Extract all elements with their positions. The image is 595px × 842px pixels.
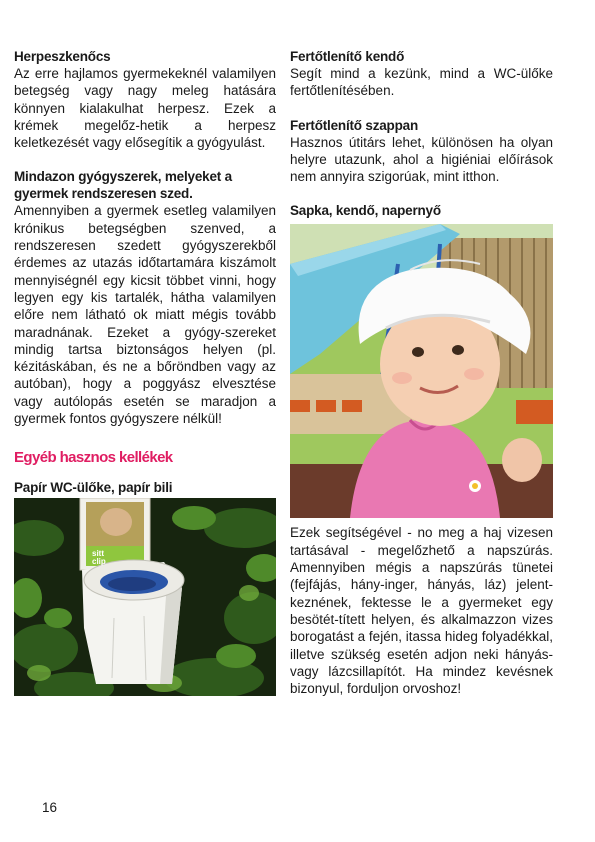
page-number: 16 bbox=[42, 800, 58, 815]
soap-heading: Fertőtlenítő szappan bbox=[290, 117, 419, 133]
wipe-heading: Fertőtlenítő kendő bbox=[290, 49, 405, 64]
herpes-text: Az erre hajlamos gyermekeknél valamilyen betegség vagy nagy meleg hatására könnyen kialakulhat herpesz. Ezek a krémek megelőz-hetik a herpesz keletkezését vagy elősegítik a gyógyulást. bbox=[14, 66, 276, 151]
paper-potty-photo bbox=[14, 498, 276, 696]
medicines-heading: Mindazon gyógyszerek, melyeket a gyermek rendszeresen szed. bbox=[14, 169, 232, 202]
medicines-text: Amennyiben a gyermek esetleg valamilyen krónikus betegségben szenved, a rendszeresen szedett gyógyszerekből érdemes az utazás időtartamára kiszámolt mennyiségnél egy kicsit többet vinni, hogy legyen egy kis tartalék, hátha valamilyen előre nem látható ok miatt mégis tovább maradnának. Ezeket a gyógy-szereket mindig tartsa biztonságos helyen (pl. kézitáskában, és ne a bőröndben vagy az autóban), hogy a poggyász elvesztése vagy autólopás esetén se maradjon a gyermek fontos gyógyszere nélkül! bbox=[14, 203, 276, 427]
right-column bbox=[290, 48, 553, 697]
left-column bbox=[14, 48, 276, 696]
soap-text: Hasznos útitárs lehet, különösen ha olyan helyre utazunk, ahol a higiéniai előírások nem annyira szigorúak, mint itthon. bbox=[290, 134, 553, 185]
hat-text: Ezek segítségével - no meg a haj vizesen tartásával - megelőzhető a napszúrás. Amennyiben mégis a napszúrás tünetei (fejfájás, hány-inger, hányás, láz) jelent-keznének, fektesse le a gyermeket egy besötét-tített helyen, és alkalmazzon vizes borogatást a fején, itassa hideg folyadékkal, illetve szükség esetén adjon neki hányás- vagy lázcsillapítót. Ha mindez kevésnek bizonyul, forduljon orvoshoz! bbox=[290, 525, 553, 697]
baby-hat-illustration bbox=[290, 224, 553, 518]
paper-wc-heading: Papír WC-ülőke, papír bili bbox=[14, 480, 173, 496]
section-title: Egyéb hasznos kellékek bbox=[14, 449, 173, 467]
wipe-text: Segít mind a kezünk, mind a WC-ülőke fertőtlenítésében. bbox=[290, 66, 553, 99]
baby-hat-photo bbox=[290, 224, 553, 518]
paper-potty-illustration bbox=[14, 498, 276, 696]
hat-heading: Sapka, kendő, napernyő bbox=[290, 203, 441, 219]
herpes-heading: Herpeszkenőcs bbox=[14, 49, 111, 64]
product-box-label: sitt clip bbox=[92, 549, 106, 567]
